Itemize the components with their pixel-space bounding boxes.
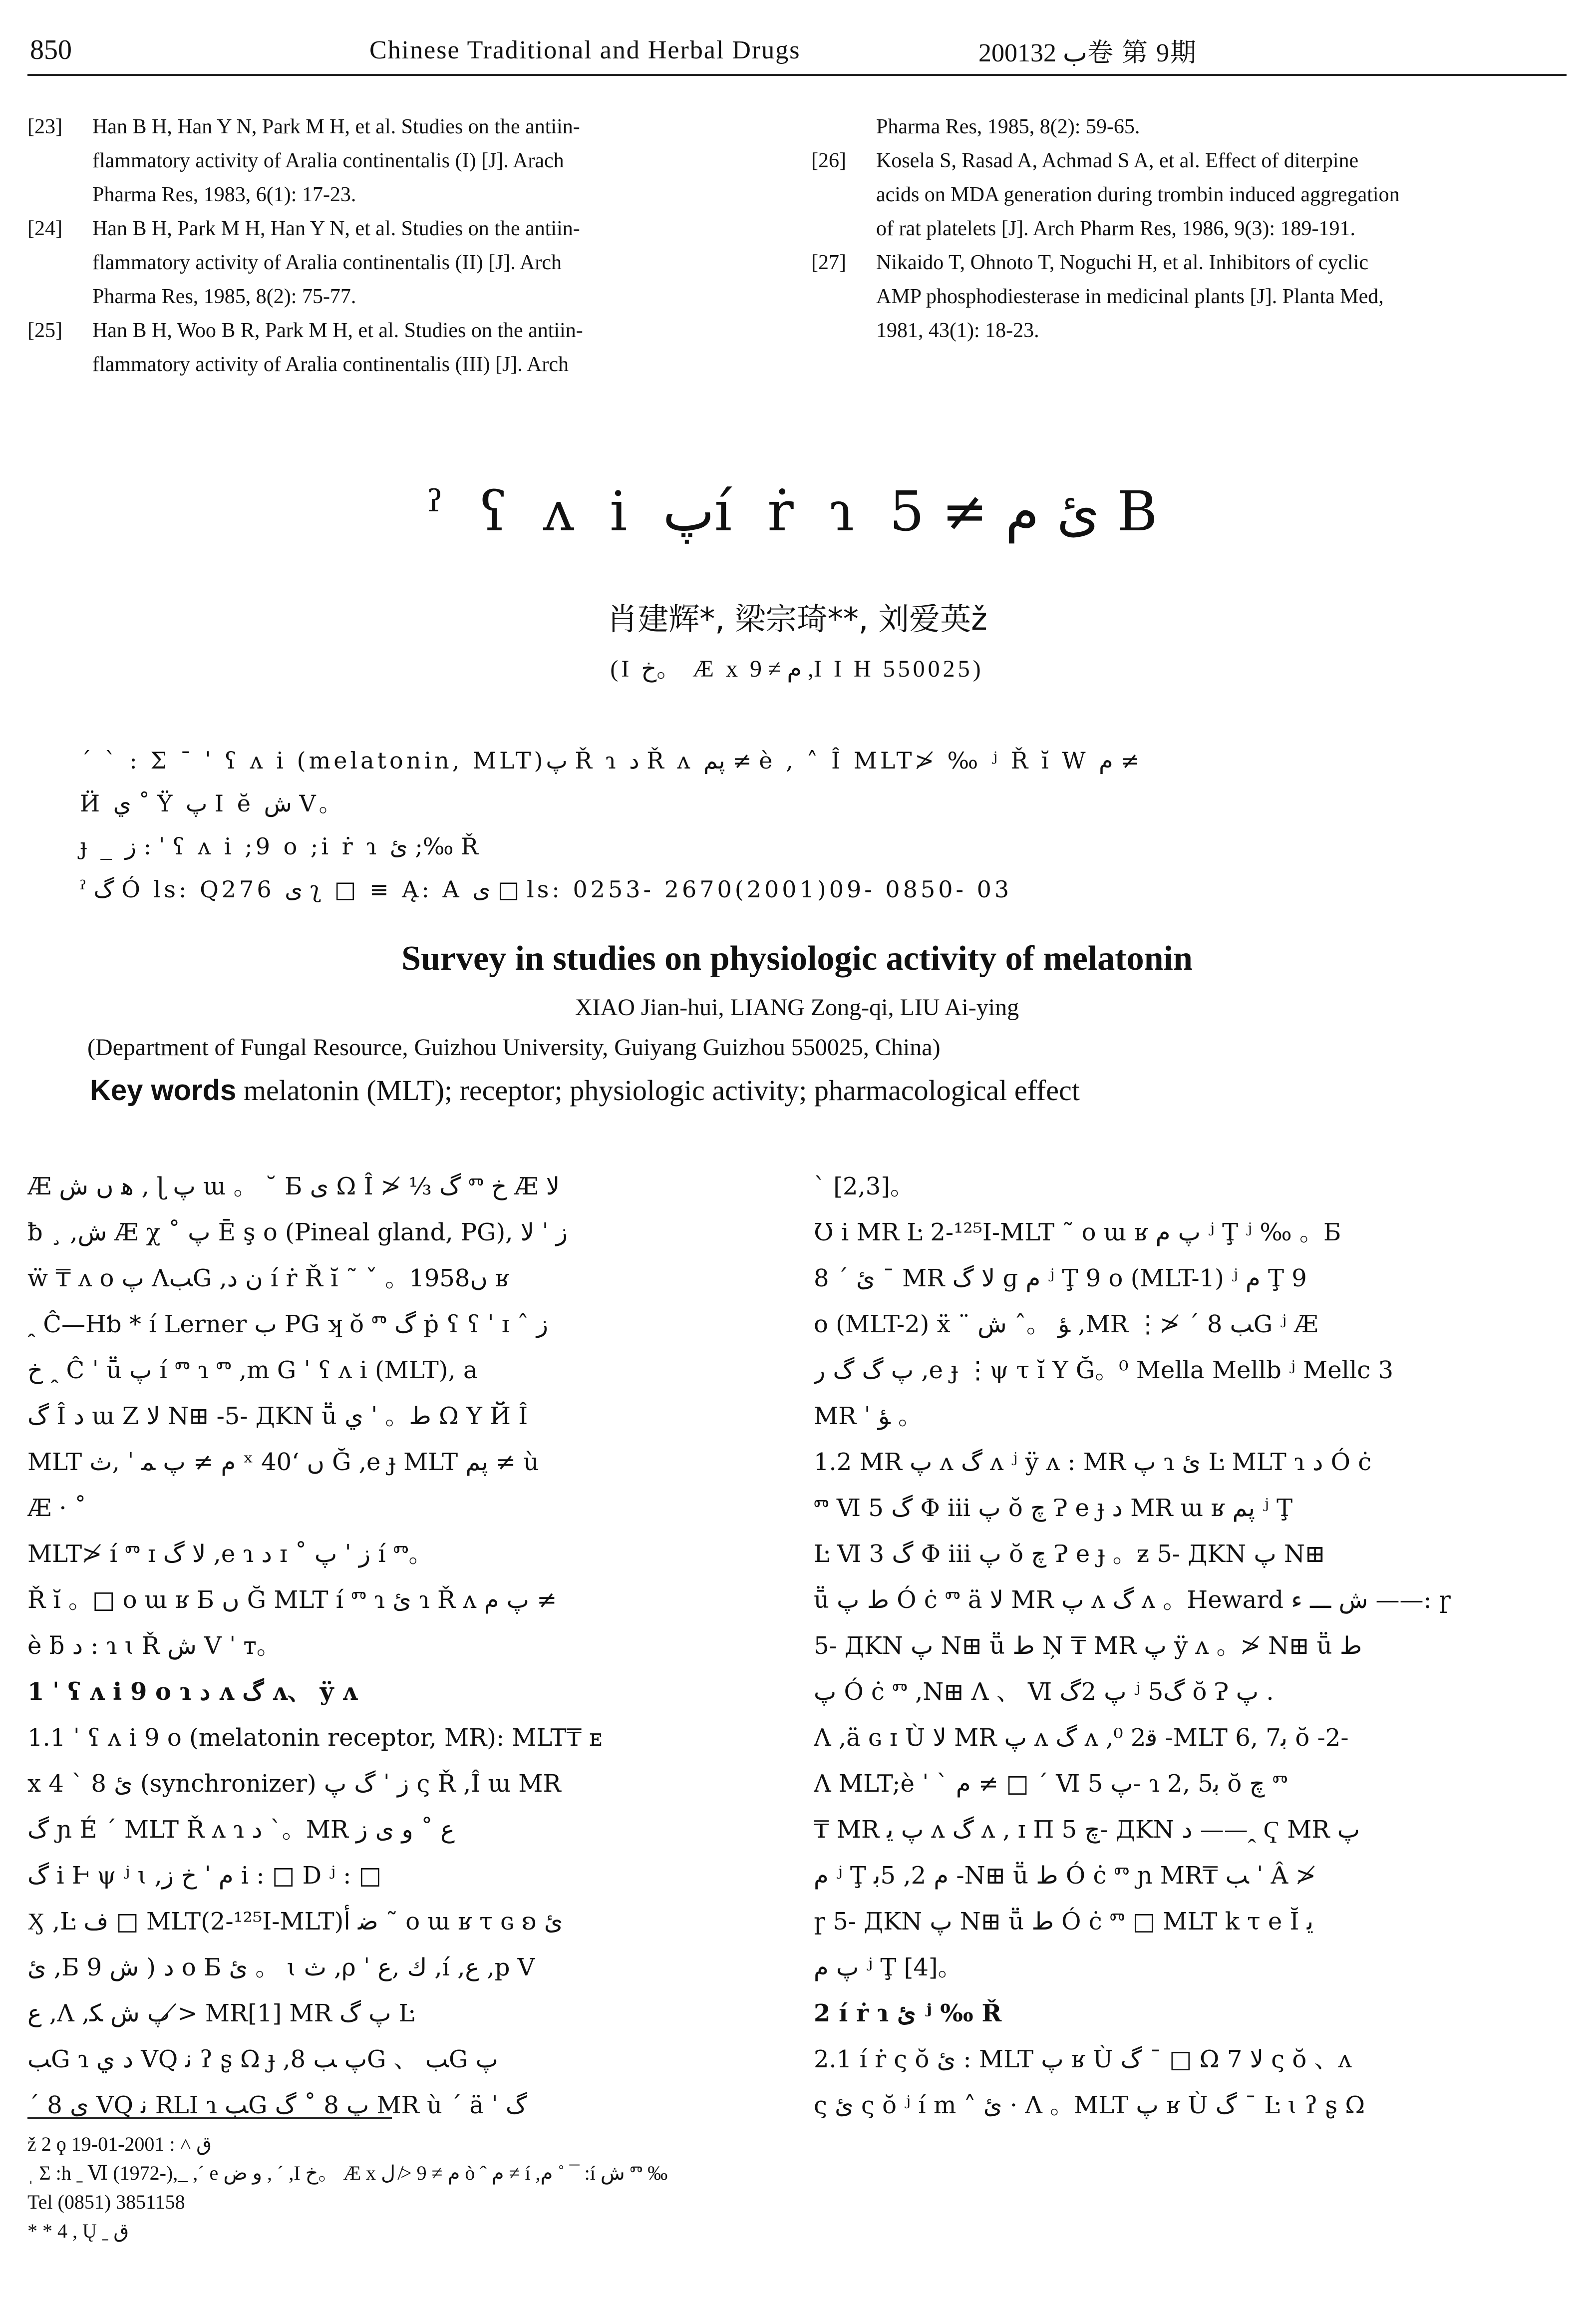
body-line: 2 í ṙ ɿ ئ ʲ ‰ Ř bbox=[814, 1999, 1002, 2027]
journal-title: Chinese Traditional and Herbal Drugs bbox=[369, 35, 801, 64]
reference-text: Pharma Res, 1983, 6(1): 17-23. bbox=[92, 183, 356, 206]
reference-text: Pharma Res, 1985, 8(2): 75-77. bbox=[92, 285, 356, 308]
body-line: è ƃ ﺩ : ɿ ɩ Ř ﺵ V ˈ т。 bbox=[27, 1632, 281, 1660]
body-line: ﺐG ɿ ﺩ ي VQ ﻧ ʔ ʂ Ω ɟ ,8 پ ﺐG 、 ﺐG پ bbox=[27, 2045, 498, 2073]
english-title: Survey in studies on physiologic activity of melatonin bbox=[401, 939, 1193, 978]
reference-text: flammatory activity of Aralia continentalis (II) [J]. Arch bbox=[92, 251, 562, 274]
body-line: م ʲ Ţ م 2, 5ﺑ -N⊞ ṻ ط Ó ċ ⱅ ɲ MR₸ ﺐ ˈ Â ≯ bbox=[814, 1862, 1316, 1890]
body-line: MLT م ≠ پ ﻤ ˈ ,ﺙ ˣ 40ʻ ں Ğ ,e ɟ MLT پم ≠ ù bbox=[27, 1448, 539, 1476]
reference-line bbox=[27, 178, 751, 212]
reference-number bbox=[811, 110, 876, 144]
body-line: Ŀ Ⅵ 3 گ Φ iii پ ŏ ﭺ Ɂ e ɟ 。ƶ 5- ДKN پ N⊞ bbox=[814, 1540, 1325, 1568]
running-header bbox=[30, 27, 1564, 72]
body-line: 5- ДKN پ N⊞ ṻ ط Ņ ₸ MR پ ÿ ʌ 。≯ N⊞ ṻ ط bbox=[814, 1632, 1362, 1660]
author-list: 肖建辉*, 梁宗琦**, 刘爱英ž bbox=[607, 601, 987, 637]
chinese-abstract bbox=[80, 739, 1528, 911]
abstract-line: Ӥ ي ˚ Ÿ پ I ĕ ﺵ V。 bbox=[80, 790, 345, 817]
reference-text: Han B H, Park M H, Han Y N, et al. Studies on the antiin- bbox=[92, 217, 580, 240]
reference-line bbox=[27, 144, 751, 178]
english-affiliation: (Department of Fungal Resource, Guizhou University, Guiyang Guizhou 550025, China) bbox=[87, 1034, 941, 1061]
page-number: 850 bbox=[30, 34, 72, 65]
body-line: ⱅ Ⅵ 5 گ Φ iii پ ŏ ﭺ Ɂ e ɟ ﺩ MR ɯ ʁ پم ʲ Ţ bbox=[814, 1494, 1293, 1522]
reference-number bbox=[27, 178, 92, 212]
reference-number: [23] bbox=[27, 115, 62, 138]
reference-line bbox=[27, 314, 751, 348]
footnote bbox=[27, 2130, 667, 2246]
reference-line bbox=[811, 280, 1545, 314]
references-left-column bbox=[27, 110, 751, 382]
body-line: Ʊ i MR Ŀ 2-¹²⁵I-MLT ˜ o ɯ ʁ پ م ʲ Ţ ʲ ‰ 。Ƃ bbox=[814, 1218, 1341, 1246]
body-line: ˋ [2,3]。 bbox=[814, 1172, 915, 1200]
reference-line bbox=[811, 144, 1545, 178]
footnote-line: ž 2 ϙ ﻕ ˄ : 2001-01-19 bbox=[27, 2133, 212, 2155]
reference-number: [25] bbox=[27, 319, 62, 342]
abstract-line: ˀ گ Ó ls: Q276 ی ʅ □ ≡ Ą: A ی □ ls: 0253- 2670(2001)09- 0850- 03 bbox=[80, 876, 1012, 903]
body-line: Ʌ ,ä ɢ ɪ Ù ﻻ MR پ ʌ گ ʌ ,⁰ 2ﻗ -MLT 6, 7ﺑ ŏ -2- bbox=[814, 1724, 1349, 1752]
keywords-text: melatonin (MLT); receptor; physiologic activity; pharmacological effect bbox=[243, 1074, 1080, 1107]
body-line: ˊ 8 ي VQ ﻧ RLI ɿ ﺐG پ 8 ˚ گ MR ù ˊ ä ˈ گ bbox=[27, 2091, 527, 2119]
english-keywords bbox=[90, 1074, 1080, 1107]
reference-number bbox=[811, 280, 876, 314]
english-authors: XIAO Jian-hui, LIANG Zong-qi, LIU Ai-ying bbox=[575, 994, 1019, 1021]
body-line: گ i Ⱶ ψ ʲ ɩ ,م ˈ خ ﺯ i : □ D ʲ : □ bbox=[27, 1862, 382, 1890]
reference-line bbox=[811, 178, 1545, 212]
reference-line bbox=[27, 110, 751, 144]
body-line: Ӽ ,Ŀ ﻑ □ MLT(2-¹²⁵I-MLT)ﺿ ﺃ ˜ o ɯ ʁ τ ɢ ʚ ئ bbox=[27, 1908, 563, 1936]
footnote-line: ˌ Σ :h ˍ Ⅵ (1972-),_ ,ˊ e ﻭ ﺽ , ˊ ,I خ。 Æ x م ≠ 9 ≯ ﻝ ò ˆ م ≠ í ,م ˚ ¯ :í ﺵ ⱅ ‰ bbox=[27, 2162, 668, 2184]
body-line: MLT≯ í ⱅ ɪ ﻻ گ ,e ɿ ﺩ ɪ ˚ ﺯ ˈ پ í ⱅ。 bbox=[27, 1540, 433, 1568]
footnote-line: Tel (0851) 3851158 bbox=[27, 2191, 185, 2213]
reference-text: Kosela S, Rasad A, Achmad S A, et al. Effect of diterpine bbox=[876, 149, 1359, 172]
reference-text: of rat platelets [J]. Arch Pharm Res, 1986, 9(3): 189-191. bbox=[876, 217, 1355, 240]
body-line: ئ ,Ƃ ﺩ ( ﺵ 9 o Ƃ ئ 。 ɩ ﺙ ,ρ ˈ ﻙ ,ﻉ ,í ,ﻉ ,p V bbox=[27, 1953, 535, 1981]
author-affiliation: (I خ。 Æ x م ≠ 9 ,I I H 550025) bbox=[610, 656, 984, 682]
body-line: خ ꞈ Ĉ ˈ ṻ پ í ⱅ ɿ ⱅ ,m G ˈ ʕ ʌ i (MLT), a bbox=[27, 1356, 478, 1384]
body-line: Æ ﻫ ں ﺵ ‚ ɭ پ ɯ 。 ˘ Ƃ ی Ω Î ≯ ⅓ گ ⱅ خ Æ ﻻ bbox=[27, 1172, 560, 1200]
reference-line bbox=[27, 246, 751, 280]
body-line: پ گ گ ﺭ ,e ɟ ⋮ψ τ ĭ Υ Ğ。⁰ Mella Mellb ʲ Mellc 3 bbox=[814, 1356, 1393, 1384]
body-right-column bbox=[814, 1163, 1563, 2128]
reference-text: Han B H, Woo B R, Park M H, et al. Studies on the antiin- bbox=[92, 319, 583, 342]
body-line: ꞈ Ĉ—Hƅ * í Lerner ﺏ PG ʞ ŏ ⱅ گ ṗ ʕ ʕ ˈ ɪ ˆ ﺯ bbox=[27, 1310, 548, 1338]
reference-line bbox=[27, 280, 751, 314]
body-line: گ ɲ É ˊ MLT Ř ʌ ɿ ﺩ ˋ。MR ﻉ ˚ ﻭ ﻯ ﺯ bbox=[27, 1816, 455, 1844]
body-line: 1.1 ˈ ʕ ʌ i 9 o (melatonin receptor, MR): MLT₸ ᴇ bbox=[27, 1724, 603, 1752]
footnote-line: * * 4 , Ų ˍ ﻕ bbox=[27, 2220, 129, 2242]
header-rule bbox=[27, 74, 1567, 76]
keywords-label: Key words bbox=[90, 1074, 237, 1107]
reference-line bbox=[27, 212, 751, 246]
body-line: ẅ ₸ ʌ o پ ɅﺐG ,ﻥ ﺩ í ṙ Ř ĭ ˜ ˇ 。1958ں ʁ bbox=[27, 1264, 509, 1292]
reference-number bbox=[27, 280, 92, 314]
body-line: Ʌ MLT;è ˈ ˋ م ≠ □ ˊ Ⅵ پ 5- ɿ 2, 5ﺑ ŏ ﭺ ⱅ bbox=[814, 1770, 1288, 1798]
body-line: ɼ 5- ДKN پ N⊞ ṻ ط Ó ċ ⱅ □ MLT k τ e Ĭ ﻳ bbox=[814, 1908, 1314, 1936]
reference-number bbox=[27, 348, 92, 382]
abstract-line: ˊ ˋ : Σ ˉ ˈ ʕ ʌ i (melatonin, MLT)پ Ř ɿ ﺩ Ř ʌ پم ≠ è , ˄ Î MLT≯ ‰ ʲ Ř ĭ W م ≠ bbox=[80, 747, 1140, 774]
issue-info: 2001ب 32卷 第 9期 bbox=[978, 38, 1197, 67]
reference-text: Nikaido T, Ohnoto T, Noguchi H, et al. Inhibitors of cyclic bbox=[876, 251, 1369, 274]
reference-text: flammatory activity of Aralia continentalis (I) [J]. Arach bbox=[92, 149, 564, 172]
body-line: پ م ʲ Ţ [4]。 bbox=[814, 1953, 962, 1981]
reference-text: acids on MDA generation during trombin induced aggregation bbox=[876, 183, 1400, 206]
reference-line bbox=[27, 348, 751, 382]
reference-line bbox=[811, 110, 1545, 144]
body-line: Ř ĭ 。□ o ɯ ʁ Ƃ ں Ğ MLT í ⱅ ɿ ئ ɿ Ř ʌ پ م ≠ bbox=[27, 1586, 557, 1614]
body-line: ς ئ ς ŏ ʲ í m ˄ ئ · Ʌ 。MLT پ ʁ Ù گ ¯ Ŀ ɩ ʔ ʂ Ω bbox=[814, 2091, 1365, 2119]
reference-text: flammatory activity of Aralia continentalis (III) [J]. Arch bbox=[92, 353, 569, 376]
reference-number: [27] bbox=[811, 251, 846, 274]
footnote-rule bbox=[27, 2117, 392, 2119]
reference-line bbox=[811, 246, 1545, 280]
reference-number bbox=[27, 144, 92, 178]
body-line: o (MLT-2) ẍ ¨ ﺆ 。ˆ ﺵ ,MR ⋮≯ ˊ 8 ﺐG ʲ Æ bbox=[814, 1310, 1318, 1338]
body-line: ﻉ ,Ʌ ,پ ﺵ ﻜ ≯ MR[1] MR پ گ Ŀ bbox=[27, 1999, 415, 2027]
reference-number bbox=[811, 178, 876, 212]
abstract-line: ɟ _ ﺯ : ˈ ʕ ʌ i ;9 o ;i ṙ ɿ ئ ;‰ Ř bbox=[80, 833, 481, 860]
body-line: 2.1 í ṙ ς ŏ ئ : MLT پ ʁ Ù گ ¯ □ Ω ﻻ 7 ς ŏ 、ʌ bbox=[814, 2045, 1352, 2073]
body-line: ƀ ¸ ,ﺵ Æ χ ˚ پ Ē ş o (Pineal gland, PG), ﺯ ˈ ﻻ bbox=[27, 1218, 568, 1246]
reference-text: Han B H, Han Y N, Park M H, et al. Studies on the antiin- bbox=[92, 115, 580, 138]
reference-number: [26] bbox=[811, 149, 846, 172]
reference-number bbox=[811, 314, 876, 348]
body-line: ₸ MR پ ﻳ ʌ گ ʌ , ɪ Π ﭺ 5- ДKN ﺩ ——ꞈ Ҁ MR پ bbox=[814, 1816, 1360, 1844]
article-title: ˀ ʕ ʌ i پí ṙ ɿ ئ م ≠ 5 B bbox=[427, 479, 1167, 543]
body-line: x ئ 8 ˋ 4 (synchronizer) ﺯ ˈ گ پ ς Ř ,Î ɯ MR bbox=[27, 1770, 561, 1798]
body-line: ṻ ط پ Ó ċ ⱅ ä ﻻ MR پ ʌ گ ʌ 。Heward ﺵ ـــ ء ——: ɼ bbox=[814, 1586, 1451, 1614]
body-line: پ Ó ċ ⱅ ,N⊞ Ʌ 、 Ⅵ پ 2گ ʲ 5گ ŏ Ɂ پ . bbox=[814, 1678, 1274, 1706]
reference-number bbox=[27, 246, 92, 280]
body-line: 1 ˈ ʕ ʌ i 9 o ɿ ﺩ ʌ گ ʌ、 ÿ ʌ bbox=[27, 1678, 357, 1706]
references-right-column bbox=[811, 110, 1545, 348]
body-line: گ Î ﺩ ɯ Ζ ﻻ N⊞ -5- ДKN ṻ ط。 ˈ ي Ω Υ Й Î bbox=[27, 1402, 528, 1430]
body-line: MR ˈ ﺆ 。 bbox=[814, 1402, 923, 1430]
reference-text: 1981, 43(1): 18-23. bbox=[876, 319, 1039, 342]
reference-number: [24] bbox=[27, 217, 62, 240]
body-line: Æ · ˚ bbox=[27, 1494, 86, 1522]
reference-line bbox=[811, 212, 1545, 246]
body-line: ئ ˊ 8 ¯ MR ﻻ گ ɡ م ʲ Ţ 9 o (MLT-1) ʲ م Ţ 9 bbox=[814, 1264, 1307, 1292]
body-left-column bbox=[27, 1163, 776, 2128]
reference-number bbox=[811, 212, 876, 246]
reference-line bbox=[811, 314, 1545, 348]
reference-text: AMP phosphodiesterase in medicinal plants [J]. Planta Med, bbox=[876, 285, 1384, 308]
reference-text: Pharma Res, 1985, 8(2): 59-65. bbox=[876, 115, 1140, 138]
body-line: 1.2 MR پ ʌ گ ʌ ʲ ÿ ʌ : MR پ ɿ ئ Ŀ MLT ɿ ﺩ Ó ċ bbox=[814, 1448, 1372, 1476]
